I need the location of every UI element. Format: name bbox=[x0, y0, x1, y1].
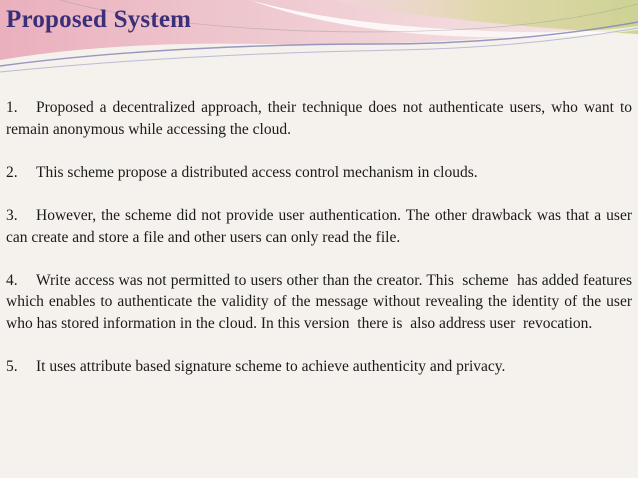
item-number: 2. bbox=[6, 163, 18, 181]
item-text: This scheme propose a distributed access control mechanism in clouds. bbox=[36, 163, 478, 181]
list-item bbox=[6, 162, 632, 184]
item-number: 4. bbox=[6, 271, 18, 289]
list-item bbox=[6, 356, 632, 378]
item-number: 1. bbox=[6, 99, 18, 116]
item-text: Proposed a decentralized approach, their technique does not authenticate users, who want to remain anonymous while accessing the cloud. bbox=[6, 99, 632, 138]
list-item bbox=[6, 97, 632, 140]
item-text: Write access was not permitted to users other than the creator. This scheme has added features which enables to authenticate the validity of the message without revealing the identity of the user who has stored information in the cloud. In this version there is also address user revocation. bbox=[6, 271, 636, 332]
slide-title: Proposed System bbox=[6, 6, 192, 33]
list-item bbox=[6, 270, 636, 335]
list-item bbox=[6, 205, 632, 248]
slide-body bbox=[6, 97, 636, 399]
item-text: However, the scheme did not provide user authentication. The other drawback was that a user can create and store a file and other users can only read the file. bbox=[6, 206, 632, 246]
item-number: 5. bbox=[6, 358, 18, 376]
item-text: It uses attribute based signature scheme to achieve authenticity and privacy. bbox=[36, 358, 506, 376]
item-number: 3. bbox=[6, 206, 18, 224]
